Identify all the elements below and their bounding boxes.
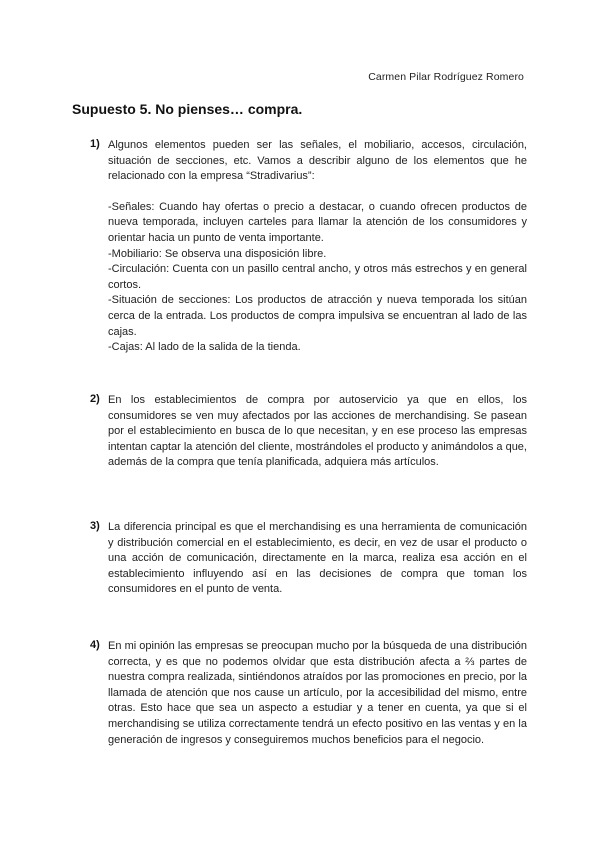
- page-title: Supuesto 5. No pienses… compra.: [72, 101, 303, 117]
- item-number: 2): [90, 393, 100, 405]
- answer-item-2: [90, 393, 527, 471]
- subitem-mobiliario: -Mobiliario: Se observa una disposición libre.: [108, 247, 327, 260]
- author-name: Carmen Pilar Rodríguez Romero: [368, 71, 524, 83]
- subitem-circulacion: -Circulación: Cuenta con un pasillo central ancho, y otros más estrechos y en general cortos.: [108, 263, 527, 291]
- item-number: 1): [90, 138, 100, 150]
- answer-item-1: [90, 138, 527, 356]
- subitem-situacion-secciones: -Situación de secciones: Los productos de atracción y nueva temporada los sitúan cerca de la entrada. Los productos de compra impulsiva se encuentran al lado de las cajas.: [108, 294, 527, 338]
- item-text: En los establecimientos de compra por autoservicio ya que en ellos, los consumidores se ven muy afectados por las acciones de merchandising. Se pasean por el establecimiento en busca de lo que necesitan, y en ese proceso las empresas intentan captar la atención del cliente, mostrándoles el producto y animándolos a que, además de la compra que tenía planificada, adquiera más artículos.: [108, 394, 527, 469]
- item-body: [108, 138, 527, 356]
- item-text: En mi opinión las empresas se preocupan mucho por la búsqueda de una distribución correcta, y es que no podemos olvidar que esta distribución afecta a ⅔ partes de nuestra compra realizada, sintiéndonos atraídos por las promociones en precio, por la llamada de atención que nos cause un artículo, por la accesibilidad del mismo, entre otras. Esto hace que sea un aspecto a estudiar y a tener en cuenta, ya que si el merchandising se utiliza correctamente tendrá un efecto positivo en las ventas y en la generación de ingresos y conseguiremos muchos beneficios para el negocio.: [108, 640, 527, 746]
- item-number: 3): [90, 520, 100, 532]
- answer-item-3: [90, 520, 527, 598]
- subitem-senales: -Señales: Cuando hay ofertas o precio a destacar, o cuando ofrecen productos de nueva temporada, incluyen carteles para llamar la atención de los consumidores y orientar hacia un punto de venta importante.: [108, 200, 527, 244]
- subitem-cajas: -Cajas: Al lado de la salida de la tienda.: [108, 341, 301, 354]
- item-text: La diferencia principal es que el merchandising es una herramienta de comunicación y distribución comercial en el establecimiento, es decir, en vez de usar el producto o una acción de comunicación, directamente en la marca, realiza esa acción en el establecimiento influyendo así en las decisiones de compra que toman los consumidores en el punto de venta.: [108, 521, 527, 596]
- answer-item-4: [90, 639, 527, 748]
- item-body: [108, 393, 527, 471]
- item-intro: Algunos elementos pueden ser las señales, el mobiliario, accesos, circulación, situación de secciones, etc. Vamos a describir alguno de los elementos que he relacionado con la empresa “Stradivarius”:: [108, 139, 527, 183]
- item-number: 4): [90, 639, 100, 651]
- item-body: [108, 639, 527, 748]
- item-body: [108, 520, 527, 598]
